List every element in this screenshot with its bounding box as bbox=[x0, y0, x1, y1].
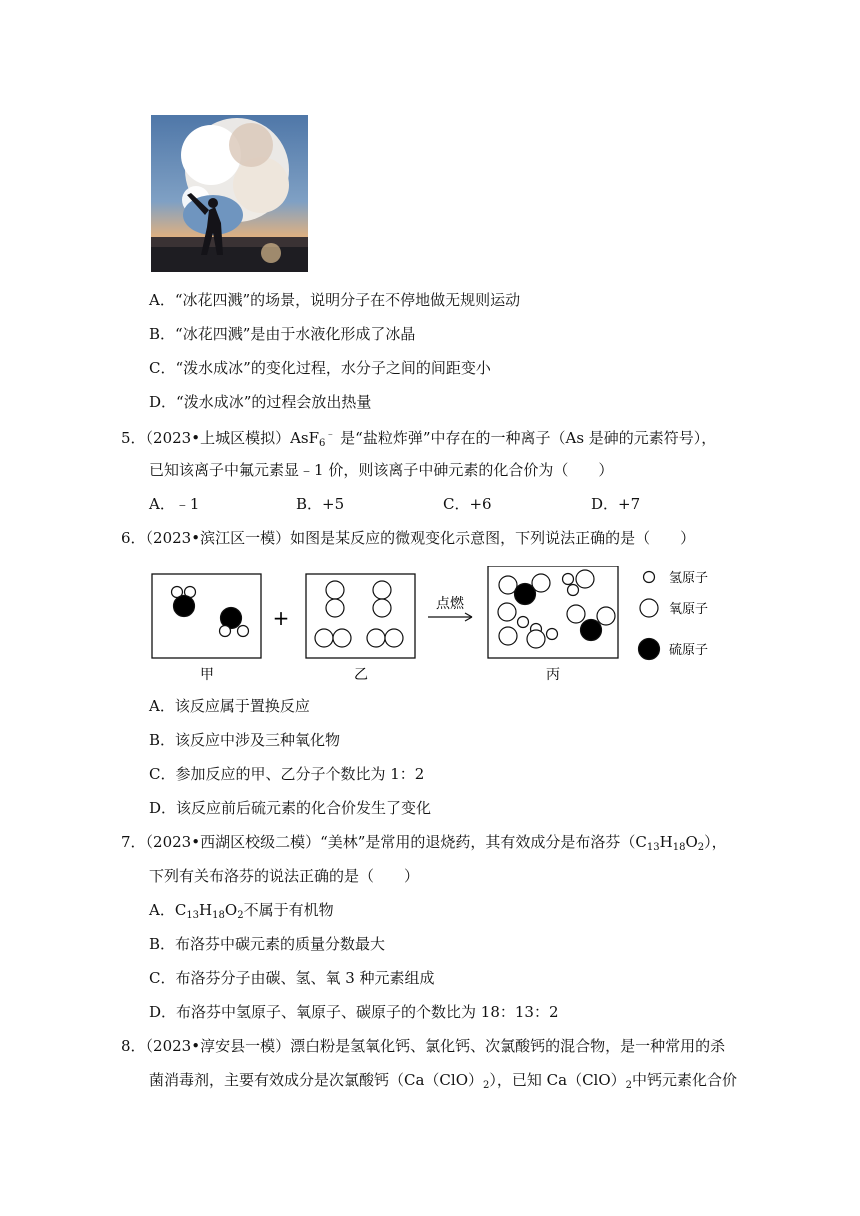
q6-option-b: B．该反应中涉及三种氧化物 bbox=[149, 731, 341, 749]
q8-stem-line1 bbox=[121, 1039, 725, 1054]
q7-stem-a: “美林”是常用的退烧药，其有效成分是布洛芬（C bbox=[320, 833, 647, 851]
q8-line1: 漂白粉是氢氧化钙、氯化钙、次氯酸钙的混合物，是一种常用的杀 bbox=[290, 1037, 726, 1055]
label-jia: 甲 bbox=[200, 667, 214, 683]
q5-option-d: D．+7 bbox=[591, 495, 641, 513]
q7-sub-h: 18 bbox=[672, 842, 686, 853]
molecule-h2s bbox=[172, 587, 196, 617]
molecule-o2 bbox=[373, 581, 391, 617]
svg-text:氧原子: 氧原子 bbox=[669, 602, 709, 617]
molecule-h2o bbox=[498, 603, 529, 645]
q4-option-d: D．“泼水成冰”的过程会放出热量 bbox=[149, 393, 372, 411]
q7-option-a bbox=[149, 903, 334, 921]
q7-sub-o: 2 bbox=[697, 842, 705, 853]
q8-line2-sub2: 2 bbox=[625, 1080, 633, 1091]
q6-stem-text: 如图是某反应的微观变化示意图，下列说法正确的是（ ） bbox=[290, 529, 696, 547]
plus-sign: + bbox=[272, 606, 290, 630]
q7-option-a-text: 不属于有机物 bbox=[243, 901, 334, 919]
q5-option-a: A．﹣1 bbox=[149, 495, 200, 513]
reaction-condition: 点燃 bbox=[436, 596, 464, 612]
q5-stem-line1 bbox=[121, 430, 716, 449]
q6-option-c: C．参加反应的甲、乙分子个数比为 1：2 bbox=[149, 765, 425, 783]
q6-number: 6． bbox=[121, 529, 146, 547]
ice-splash-photo bbox=[151, 115, 308, 272]
q5-formula-base: AsF bbox=[290, 429, 320, 447]
q7-option-a-o: O bbox=[224, 901, 238, 919]
q7-option-a-sub-c: 13 bbox=[186, 910, 200, 921]
svg-text:硫原子: 硫原子 bbox=[669, 643, 709, 658]
legend-hydrogen bbox=[644, 571, 709, 586]
q6-option-d: D．该反应前后硫元素的化合价发生了变化 bbox=[149, 799, 432, 817]
q7-formula-h: H bbox=[659, 833, 673, 851]
q7-option-a-prefix: A．C bbox=[149, 901, 187, 919]
label-yi: 乙 bbox=[354, 667, 368, 683]
box-jia bbox=[152, 574, 261, 658]
q5-stem-line2: 已知该离子中氟元素显﹣1 价，则该离子中砷元素的化合价为（ ） bbox=[149, 461, 614, 479]
q8-number: 8． bbox=[121, 1037, 146, 1055]
molecule-h2s bbox=[220, 608, 249, 637]
q8-line2-c: 中钙元素化合价 bbox=[632, 1071, 738, 1089]
q4-option-c: C．“泼水成冰”的变化过程，水分子之间的间距变小 bbox=[149, 359, 491, 377]
legend-sulfur bbox=[639, 639, 709, 660]
label-bing: 丙 bbox=[546, 667, 560, 683]
q7-option-d: D．布洛芬中氢原子、氧原子、碳原子的个数比为 18：13：2 bbox=[149, 1003, 559, 1021]
q8-stem-line2 bbox=[149, 1073, 737, 1091]
molecule-h2o bbox=[527, 624, 558, 649]
q5-source: （2023•上城区模拟） bbox=[145, 429, 291, 447]
q4-option-a: A．“冰花四溅”的场景，说明分子在不停地做无规则运动 bbox=[149, 291, 521, 309]
q8-line2-a: 菌消毒剂，主要有效成分是次氯酸钙（Ca（ClO） bbox=[149, 1071, 483, 1089]
q7-source: （2023•西湖区校级二模） bbox=[145, 833, 321, 851]
q7-stem-line2: 下列有关布洛芬的说法正确的是（ ） bbox=[149, 867, 420, 885]
q7-formula-o: O bbox=[685, 833, 698, 851]
legend-oxygen bbox=[640, 599, 708, 617]
q6-source: （2023•滨江区一模） bbox=[145, 529, 291, 547]
q5-stem-rest: 是“盐粒炸弹”中存在的一种离子（As 是砷的元素符号）， bbox=[335, 429, 717, 447]
q5-option-b: B．+5 bbox=[296, 495, 345, 513]
q7-option-a-sub-h: 18 bbox=[212, 910, 225, 921]
q7-sub-c: 13 bbox=[646, 842, 660, 853]
q8-line2-b: ），已知 Ca（ClO） bbox=[489, 1071, 626, 1089]
q6-option-a: A．该反应属于置换反应 bbox=[149, 697, 310, 715]
q6-stem bbox=[121, 531, 695, 546]
molecule-h2o bbox=[563, 570, 595, 596]
q5-number: 5． bbox=[121, 429, 146, 447]
q7-stem-line1 bbox=[121, 835, 727, 853]
q5-formula-sup: ﹣ bbox=[325, 429, 336, 440]
q7-number: 7． bbox=[121, 833, 146, 851]
molecule-o2 bbox=[367, 629, 403, 647]
molecule-o2 bbox=[326, 581, 344, 617]
q7-stem-b: ）， bbox=[704, 833, 727, 851]
molecule-o2 bbox=[315, 629, 351, 647]
q5-formula-sub: 6 bbox=[319, 438, 326, 449]
q7-option-a-sub-o: 2 bbox=[237, 910, 244, 921]
q5-option-c: C．+6 bbox=[443, 495, 492, 513]
q7-option-b: B．布洛芬中碳元素的质量分数最大 bbox=[149, 935, 386, 953]
molecule-so2 bbox=[499, 574, 550, 605]
svg-text:氢原子: 氢原子 bbox=[669, 571, 709, 586]
q8-line2-sub: 2 bbox=[483, 1080, 490, 1091]
q4-option-b: B．“冰花四溅”是由于水液化形成了冰晶 bbox=[149, 325, 416, 343]
q7-option-a-h: H bbox=[199, 901, 213, 919]
q7-option-c: C．布洛芬分子由碳、氢、氧 3 种元素组成 bbox=[149, 969, 435, 987]
molecule-so2 bbox=[567, 605, 615, 641]
reaction-diagram bbox=[148, 566, 728, 688]
q8-source: （2023•淳安县一模） bbox=[145, 1037, 291, 1055]
